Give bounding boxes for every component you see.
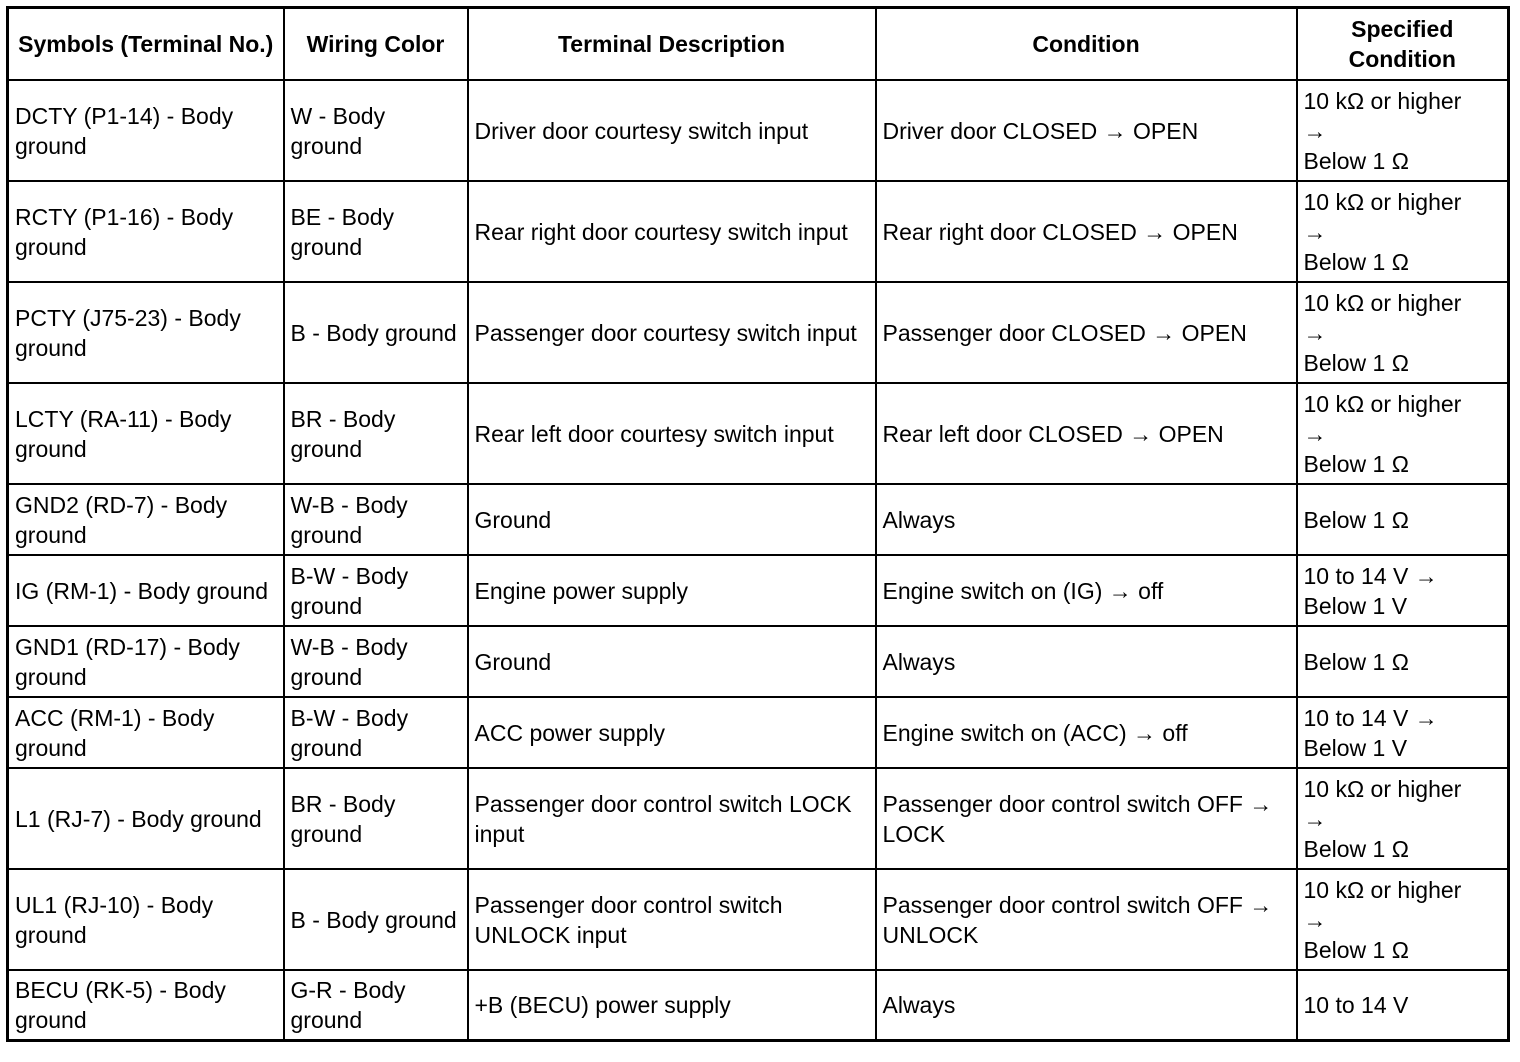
table-header-row xyxy=(8,8,1509,81)
cell-condition: Engine switch on (ACC) → off xyxy=(876,697,1297,768)
cell-description: Rear right door courtesy switch input xyxy=(468,181,876,282)
cell-symbol: GND1 (RD-17) - Body ground xyxy=(8,626,284,697)
cell-description: Rear left door courtesy switch input xyxy=(468,383,876,484)
cell-symbol: DCTY (P1-14) - Body ground xyxy=(8,80,284,181)
cell-symbol: UL1 (RJ-10) - Body ground xyxy=(8,869,284,970)
cell-wiring-color: G-R - Body ground xyxy=(284,970,468,1041)
cell-condition: Always xyxy=(876,970,1297,1041)
header-specified-condition: Specified Condition xyxy=(1297,8,1509,81)
table-row xyxy=(8,970,1509,1041)
cell-specified-condition: 10 to 14 V xyxy=(1297,970,1509,1041)
cell-wiring-color: BE - Body ground xyxy=(284,181,468,282)
cell-specified-condition: 10 kΩ or higher → Below 1 Ω xyxy=(1297,80,1509,181)
cell-condition: Rear right door CLOSED → OPEN xyxy=(876,181,1297,282)
table-row xyxy=(8,555,1509,626)
cell-condition: Driver door CLOSED → OPEN xyxy=(876,80,1297,181)
cell-specified-condition: 10 kΩ or higher → Below 1 Ω xyxy=(1297,869,1509,970)
header-wiring-color: Wiring Color xyxy=(284,8,468,81)
cell-wiring-color: B-W - Body ground xyxy=(284,555,468,626)
cell-specified-condition: 10 kΩ or higher → Below 1 Ω xyxy=(1297,383,1509,484)
table-row xyxy=(8,181,1509,282)
header-condition: Condition xyxy=(876,8,1297,81)
cell-condition: Always xyxy=(876,626,1297,697)
table-row xyxy=(8,697,1509,768)
cell-description: Passenger door control switch LOCK input xyxy=(468,768,876,869)
cell-specified-condition: 10 to 14 V → Below 1 V xyxy=(1297,555,1509,626)
cell-description: ACC power supply xyxy=(468,697,876,768)
table-row xyxy=(8,768,1509,869)
cell-wiring-color: BR - Body ground xyxy=(284,768,468,869)
table-row xyxy=(8,626,1509,697)
cell-symbol: ACC (RM-1) - Body ground xyxy=(8,697,284,768)
cell-symbol: BECU (RK-5) - Body ground xyxy=(8,970,284,1041)
cell-description: Engine power supply xyxy=(468,555,876,626)
table-row xyxy=(8,282,1509,383)
cell-symbol: IG (RM-1) - Body ground xyxy=(8,555,284,626)
cell-symbol: L1 (RJ-7) - Body ground xyxy=(8,768,284,869)
cell-specified-condition: 10 kΩ or higher → Below 1 Ω xyxy=(1297,282,1509,383)
cell-condition: Passenger door CLOSED → OPEN xyxy=(876,282,1297,383)
table-row xyxy=(8,80,1509,181)
header-terminal-description: Terminal Description xyxy=(468,8,876,81)
cell-wiring-color: BR - Body ground xyxy=(284,383,468,484)
cell-condition: Passenger door control switch OFF → LOCK xyxy=(876,768,1297,869)
cell-specified-condition: Below 1 Ω xyxy=(1297,626,1509,697)
cell-symbol: GND2 (RD-7) - Body ground xyxy=(8,484,284,555)
cell-symbol: PCTY (J75-23) - Body ground xyxy=(8,282,284,383)
cell-specified-condition: Below 1 Ω xyxy=(1297,484,1509,555)
header-symbols: Symbols (Terminal No.) xyxy=(8,8,284,81)
cell-description: Passenger door courtesy switch input xyxy=(468,282,876,383)
cell-symbol: RCTY (P1-16) - Body ground xyxy=(8,181,284,282)
cell-wiring-color: B - Body ground xyxy=(284,869,468,970)
cell-wiring-color: W - Body ground xyxy=(284,80,468,181)
cell-specified-condition: 10 to 14 V → Below 1 V xyxy=(1297,697,1509,768)
cell-description: Ground xyxy=(468,484,876,555)
cell-specified-condition: 10 kΩ or higher → Below 1 Ω xyxy=(1297,181,1509,282)
cell-condition: Rear left door CLOSED → OPEN xyxy=(876,383,1297,484)
cell-symbol: LCTY (RA-11) - Body ground xyxy=(8,383,284,484)
terminal-spec-table xyxy=(6,6,1510,1042)
cell-description: Ground xyxy=(468,626,876,697)
table-row xyxy=(8,869,1509,970)
cell-condition: Always xyxy=(876,484,1297,555)
cell-wiring-color: W-B - Body ground xyxy=(284,626,468,697)
cell-condition: Engine switch on (IG) → off xyxy=(876,555,1297,626)
cell-description: Driver door courtesy switch input xyxy=(468,80,876,181)
cell-condition: Passenger door control switch OFF → UNLOCK xyxy=(876,869,1297,970)
cell-wiring-color: W-B - Body ground xyxy=(284,484,468,555)
cell-wiring-color: B-W - Body ground xyxy=(284,697,468,768)
cell-specified-condition: 10 kΩ or higher → Below 1 Ω xyxy=(1297,768,1509,869)
cell-description: +B (BECU) power supply xyxy=(468,970,876,1041)
cell-wiring-color: B - Body ground xyxy=(284,282,468,383)
table-row xyxy=(8,484,1509,555)
cell-description: Passenger door control switch UNLOCK input xyxy=(468,869,876,970)
table-row xyxy=(8,383,1509,484)
